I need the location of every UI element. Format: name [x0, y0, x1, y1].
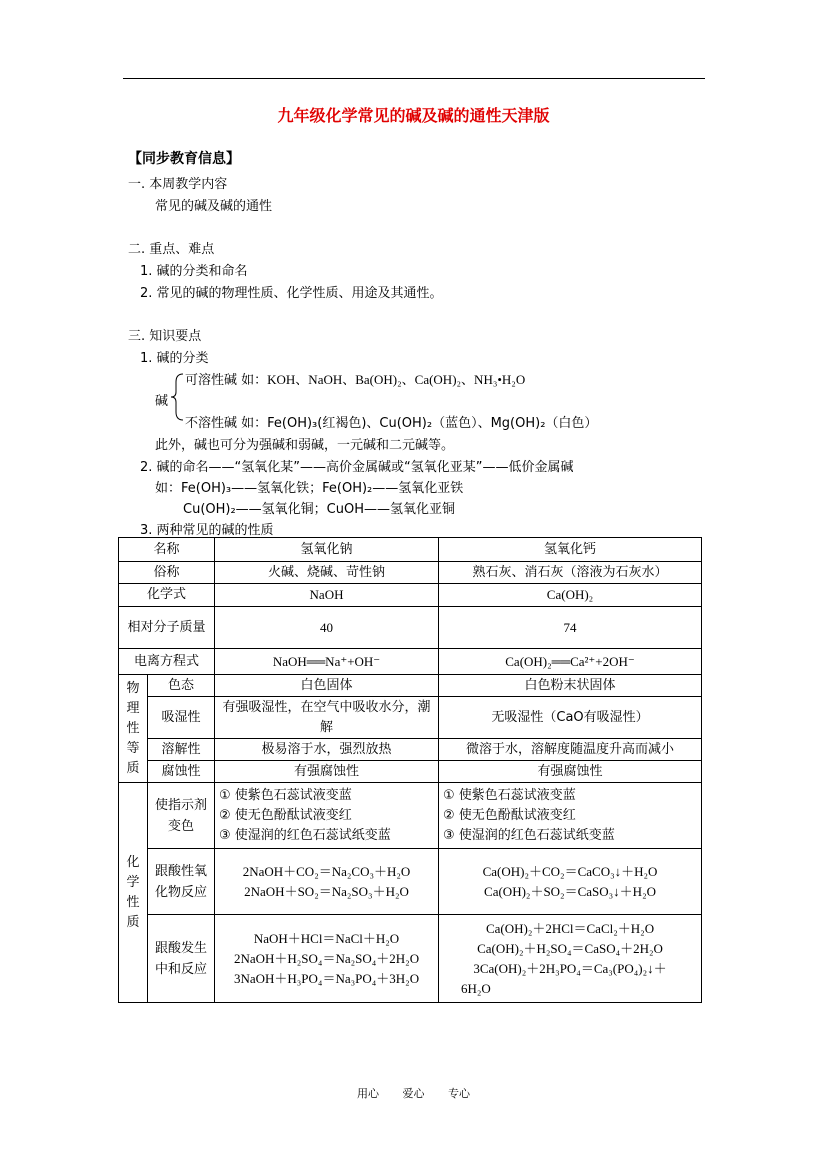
insoluble-row — [185, 412, 597, 431]
soluble-list: KOH、NaOH、Ba(OH)₂、Ca(OH)₂、NH₃•H₂O — [267, 372, 526, 387]
header-formula: 化学式 — [119, 584, 215, 607]
section3-item-1: 1. 碱的分类 — [140, 351, 209, 366]
naoh-formula: NaOH — [215, 584, 439, 607]
soluble-row — [185, 369, 525, 388]
naoh-hygroscopy: 有强吸湿性，在空气中吸收水分，潮解 — [215, 697, 439, 739]
naoh-indicator-line-1: ① 使紫色石蕊试液变蓝 — [219, 787, 352, 803]
table-row — [119, 739, 702, 761]
naoh-neutral-eq-1: NaOH＋HCl＝NaCl＋H₂O — [253, 930, 400, 946]
caoh-neutral-eq-2: Ca(OH)₂＋H₂SO₄＝CaSO₄＋2H₂O — [477, 940, 663, 956]
caoh-indicator — [439, 783, 702, 849]
caoh-common-name: 熟石灰、消石灰（溶液为石灰水） — [439, 562, 702, 584]
caoh-color-state: 白色粉末状固体 — [439, 675, 702, 697]
caoh-corrosivity: 有强腐蚀性 — [439, 761, 702, 783]
section2-item-1: 1. 碱的分类和命名 — [140, 264, 248, 279]
naoh-oxide-eq-1: 2NaOH＋CO₂＝Na₂CO₃＋H₂O — [242, 863, 411, 879]
brace-icon — [170, 372, 184, 422]
section1-heading: 一. 本周教学内容 — [128, 177, 228, 192]
table-row — [119, 562, 702, 584]
naoh-neutral-eq-2: 2NaOH＋H₂SO₄＝Na₂SO₄＋2H₂O — [233, 950, 420, 966]
caoh-name: 氢氧化钙 — [439, 538, 702, 562]
caoh-indicator-line-3: ③ 使湿润的红色石蕊试纸变蓝 — [443, 827, 615, 843]
section3-heading: 三. 知识要点 — [128, 329, 202, 344]
table-row — [119, 607, 702, 649]
header-color-state: 色态 — [148, 675, 215, 697]
footer-word-2: 爱心 — [402, 1087, 425, 1100]
caoh-oxide-eq-1: Ca(OH)₂＋CO₂＝CaCO₃↓＋H₂O — [482, 863, 658, 879]
caoh-neutralization — [439, 915, 702, 1003]
caoh-neutral-eq-4: 6H₂O — [461, 980, 491, 996]
naoh-indicator-line-3: ③ 使湿润的红色石蕊试纸变蓝 — [219, 827, 391, 843]
naoh-neutral-eq-3: 3NaOH＋H₃PO₄＝Na₃PO₄＋3H₂O — [233, 970, 420, 986]
naoh-molar-mass: 40 — [215, 607, 439, 649]
header-common-name: 俗称 — [119, 562, 215, 584]
caoh-solubility: 微溶于水，溶解度随温度升高而减小 — [439, 739, 702, 761]
header-ionization: 电离方程式 — [119, 649, 215, 675]
naoh-acid-oxide — [215, 849, 439, 915]
section2-heading: 二. 重点、难点 — [128, 242, 215, 257]
chemical-properties-label: 化学性质 — [119, 783, 148, 1003]
caoh-molar-mass: 74 — [439, 607, 702, 649]
table-row — [119, 649, 702, 675]
section3-item-2: 2. 碱的命名——“氢氧化某”——高价金属碱或“氢氧化亚某”——低价金属碱 — [140, 460, 574, 475]
naoh-neutralization — [215, 915, 439, 1003]
table-row — [119, 675, 702, 697]
sync-header: 【同步教育信息】 — [128, 151, 240, 167]
table-row — [119, 538, 702, 562]
caoh-neutral-eq-3: 3Ca(OH)₂＋2H₃PO₄＝Ca₃(PO₄)₂↓＋ — [473, 960, 667, 976]
caoh-formula: Ca(OH)₂ — [439, 584, 702, 607]
brace-label: 碱 — [155, 394, 169, 409]
naoh-solubility: 极易溶于水，强烈放热 — [215, 739, 439, 761]
naming-example-1: 如：Fe(OH)₃——氢氧化铁；Fe(OH)₂——氢氧化亚铁 — [155, 481, 464, 496]
caoh-indicator-line-1: ① 使紫色石蕊试液变蓝 — [443, 787, 576, 803]
caoh-indicator-line-2: ② 使无色酚酞试液变红 — [443, 807, 576, 823]
table-row — [119, 849, 702, 915]
classification-note: 此外，碱也可分为强碱和弱碱，一元碱和二元碱等。 — [155, 438, 455, 453]
insoluble-list: Fe(OH)₃(红褐色)、Cu(OH)₂（蓝色）、Mg(OH)₂（白色） — [267, 416, 598, 431]
header-neutralization: 跟酸发生中和反应 — [148, 915, 215, 1003]
caoh-ionization: Ca(OH)₂══Ca²⁺+2OH⁻ — [439, 649, 702, 675]
caoh-oxide-eq-2: Ca(OH)₂＋SO₂＝CaSO₃↓＋H₂O — [484, 883, 656, 899]
header-solubility: 溶解性 — [148, 739, 215, 761]
caoh-acid-oxide — [439, 849, 702, 915]
header-molar-mass: 相对分子质量 — [119, 607, 215, 649]
header-rule — [123, 78, 705, 79]
naoh-indicator — [215, 783, 439, 849]
naoh-common-name: 火碱、烧碱、苛性钠 — [215, 562, 439, 584]
header-hygroscopy: 吸湿性 — [148, 697, 215, 739]
header-corrosivity: 腐蚀性 — [148, 761, 215, 783]
naoh-color-state: 白色固体 — [215, 675, 439, 697]
section3-item-3: 3. 两种常见的碱的性质 — [140, 523, 274, 538]
naoh-corrosivity: 有强腐蚀性 — [215, 761, 439, 783]
footer-word-3: 专心 — [448, 1087, 470, 1100]
naoh-indicator-line-2: ② 使无色酚酞试液变红 — [219, 807, 352, 823]
caoh-hygroscopy: 无吸湿性（CaO有吸湿性） — [439, 697, 702, 739]
page-title: 九年级化学常见的碱及碱的通性天津版 — [277, 106, 550, 125]
soluble-prefix: 可溶性碱 如： — [185, 373, 268, 388]
base-properties-table — [118, 537, 702, 1003]
header-name: 名称 — [119, 538, 215, 562]
naoh-ionization: NaOH══Na⁺+OH⁻ — [215, 649, 439, 675]
insoluble-prefix: 不溶性碱 如： — [185, 416, 268, 431]
table-row — [119, 783, 702, 849]
section2-item-2: 2. 常见的碱的物理性质、化学性质、用途及其通性。 — [140, 286, 443, 301]
footer-word-1: 用心 — [357, 1087, 379, 1100]
page-footer — [0, 1085, 827, 1101]
table-row — [119, 915, 702, 1003]
table-row — [119, 697, 702, 739]
naming-example-2: Cu(OH)₂——氢氧化铜；CuOH——氢氧化亚铜 — [183, 502, 456, 517]
header-acid-oxide: 跟酸性氧化物反应 — [148, 849, 215, 915]
physical-properties-label: 物理性等质 — [119, 675, 148, 783]
table-row — [119, 761, 702, 783]
naoh-oxide-eq-2: 2NaOH＋SO₂＝Na₂SO₃＋H₂O — [244, 883, 409, 899]
header-indicator: 使指示剂变色 — [148, 783, 215, 849]
section1-body: 常见的碱及碱的通性 — [155, 199, 273, 214]
table-row — [119, 584, 702, 607]
caoh-neutral-eq-1: Ca(OH)₂＋2HCl＝CaCl₂＋H₂O — [485, 920, 655, 936]
naoh-name: 氢氧化钠 — [215, 538, 439, 562]
